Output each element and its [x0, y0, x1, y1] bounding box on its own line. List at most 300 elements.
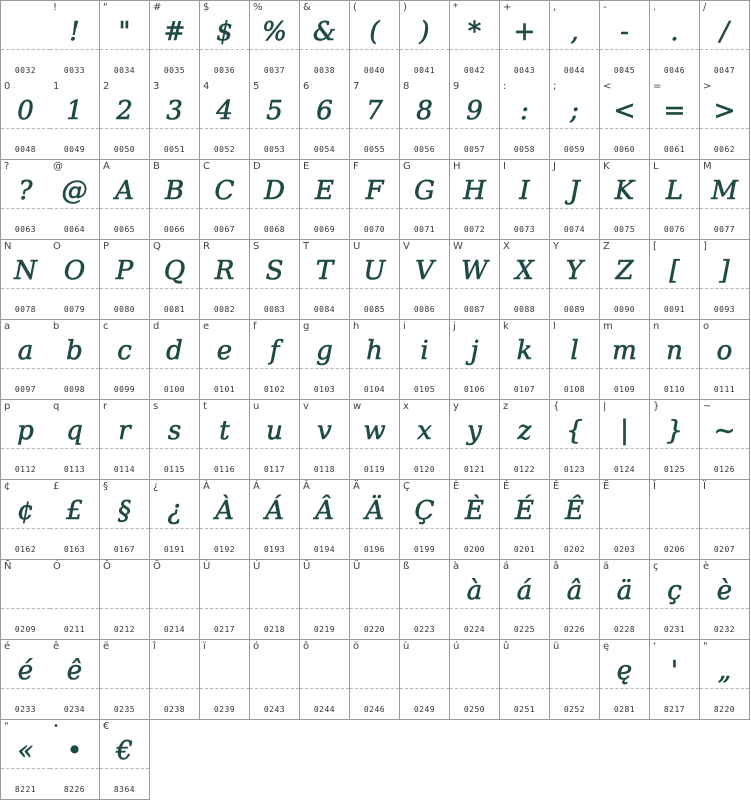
char-code: 0252 [563, 705, 586, 714]
baseline-guide [250, 288, 299, 289]
baseline-guide [250, 448, 299, 449]
char-code: 0238 [163, 705, 186, 714]
glyph-cell [0, 80, 51, 160]
character-label: ? [4, 161, 10, 172]
baseline-guide [350, 208, 399, 209]
glyph-cell [650, 480, 700, 560]
glyph-cell [700, 320, 750, 400]
glyph-sample: k [516, 336, 533, 366]
glyph-cell [200, 640, 250, 720]
char-code: 0193 [263, 545, 286, 554]
glyph-cell [250, 480, 300, 560]
baseline-guide [650, 608, 699, 609]
baseline-guide [400, 688, 449, 689]
glyph-sample: z [517, 416, 532, 446]
glyph-cell [250, 320, 300, 400]
glyph-sample: À [215, 496, 234, 526]
baseline-guide [350, 608, 399, 609]
baseline-guide [400, 448, 449, 449]
char-code: 0073 [513, 225, 536, 234]
char-code: 0109 [613, 385, 636, 394]
character-label: H [453, 161, 461, 172]
character-label: ç [653, 561, 659, 572]
glyph-sample: U [363, 256, 386, 286]
character-label: á [503, 561, 510, 572]
char-code: 0217 [213, 625, 236, 634]
char-code: 0209 [14, 625, 37, 634]
char-code: 0043 [513, 66, 536, 75]
glyph-sample: H [463, 176, 486, 206]
char-code: 0072 [463, 225, 486, 234]
glyph-cell [0, 400, 51, 480]
baseline-guide [350, 368, 399, 369]
glyph-sample: w [363, 416, 386, 446]
baseline-guide [500, 448, 549, 449]
char-code: 0201 [513, 545, 536, 554]
char-code: 0105 [413, 385, 436, 394]
glyph-sample: 6 [316, 96, 333, 126]
baseline-guide [100, 528, 149, 529]
character-label: R [203, 241, 210, 252]
glyph-cell [550, 0, 600, 81]
glyph-sample: r [118, 416, 131, 446]
glyph-sample: > [713, 96, 736, 126]
glyph-sample: f [269, 336, 280, 366]
glyph-sample: ê [66, 656, 83, 686]
baseline-guide [1, 448, 50, 449]
character-label: f [253, 321, 257, 332]
char-code: 0091 [663, 305, 686, 314]
baseline-guide [350, 128, 399, 129]
baseline-guide [500, 49, 549, 50]
glyph-cell [550, 560, 600, 640]
character-label: K [603, 161, 610, 172]
baseline-guide [150, 288, 199, 289]
glyph-sample: c [117, 336, 132, 366]
glyph-sample: ę [616, 656, 633, 686]
baseline-guide [1, 288, 50, 289]
baseline-guide [350, 688, 399, 689]
character-label: È [453, 481, 460, 492]
char-code: 0110 [663, 385, 686, 394]
char-code: 0042 [463, 66, 486, 75]
glyph-cell [500, 480, 550, 560]
glyph-sample: < [613, 96, 636, 126]
glyph-sample [550, 653, 599, 689]
character-label: n [653, 321, 660, 332]
char-code: 8220 [713, 705, 736, 714]
char-code: 0125 [663, 465, 686, 474]
char-code: 0218 [263, 625, 286, 634]
baseline-guide [500, 128, 549, 129]
char-code: 0119 [363, 465, 386, 474]
baseline-guide [450, 448, 499, 449]
character-label: ¿ [153, 481, 159, 492]
character-label: £ [53, 481, 60, 492]
glyph-sample: a [17, 336, 34, 366]
character-label: " [4, 721, 9, 732]
baseline-guide [50, 608, 99, 609]
char-code: 0108 [563, 385, 586, 394]
glyph-sample: R [214, 256, 235, 286]
char-code: 8217 [663, 705, 686, 714]
character-label: Á [253, 481, 260, 492]
glyph-sample: t [219, 416, 230, 446]
character-label: F [353, 161, 359, 172]
baseline-guide [550, 49, 599, 50]
baseline-guide [200, 688, 249, 689]
glyph-sample: g [316, 336, 333, 366]
character-label: } [653, 401, 660, 412]
glyph-cell [350, 240, 400, 320]
baseline-guide [100, 49, 149, 50]
char-code: 0121 [463, 465, 486, 474]
glyph-cell [550, 320, 600, 400]
character-label: Z [603, 241, 610, 252]
glyph-cell [700, 640, 750, 720]
glyph-sample: , [570, 17, 579, 47]
glyph-cell [150, 80, 200, 160]
baseline-guide [700, 368, 749, 369]
character-label: ü [553, 641, 560, 652]
char-code: 0219 [313, 625, 336, 634]
baseline-guide [600, 528, 649, 529]
char-code: 0192 [213, 545, 236, 554]
char-code: 0124 [613, 465, 636, 474]
glyph-sample: $ [216, 17, 233, 47]
glyph-sample [100, 653, 149, 689]
glyph-cell [50, 320, 100, 400]
baseline-guide [200, 608, 249, 609]
glyph-sample: = [663, 96, 686, 126]
glyph-sample: ] [719, 256, 730, 286]
character-label: ù [403, 641, 410, 652]
glyph-sample: § [118, 496, 131, 526]
character-label: > [703, 81, 712, 92]
glyph-sample: d [166, 336, 183, 366]
character-label: " [703, 641, 708, 652]
baseline-guide [600, 448, 649, 449]
glyph-cell [500, 640, 550, 720]
char-code: 0112 [14, 465, 37, 474]
glyph-sample: V [415, 256, 434, 286]
baseline-guide [1, 368, 50, 369]
char-code: 0249 [413, 705, 436, 714]
glyph-sample: à [466, 576, 483, 606]
glyph-sample: E [315, 176, 334, 206]
baseline-guide [650, 288, 699, 289]
glyph-cell [250, 240, 300, 320]
character-label: û [503, 641, 510, 652]
glyph-sample [250, 653, 299, 689]
glyph-sample: M [711, 176, 738, 206]
glyph-sample: Â [315, 496, 334, 526]
baseline-guide [700, 688, 749, 689]
baseline-guide [550, 208, 599, 209]
character-label: B [153, 161, 160, 172]
character-label: 6 [303, 81, 310, 92]
glyph-sample: | [620, 416, 629, 446]
character-label: % [253, 2, 263, 13]
character-label: 9 [453, 81, 460, 92]
char-code: 0098 [63, 385, 86, 394]
char-code: 0206 [663, 545, 686, 554]
char-code: 0104 [363, 385, 386, 394]
char-code: 0050 [113, 145, 136, 154]
glyph-cell [50, 480, 100, 560]
character-label: € [103, 721, 110, 732]
character-label: Î [653, 481, 656, 492]
glyph-cell [650, 0, 700, 81]
glyph-sample: @ [61, 176, 88, 206]
character-label: 2 [103, 81, 110, 92]
glyph-sample [350, 573, 399, 609]
char-code: 0211 [63, 625, 86, 634]
baseline-guide [450, 528, 499, 529]
glyph-sample: I [519, 176, 530, 206]
char-code: 0250 [463, 705, 486, 714]
baseline-guide [100, 608, 149, 609]
baseline-guide [250, 528, 299, 529]
glyph-cell [450, 160, 500, 240]
glyph-cell [300, 640, 350, 720]
baseline-guide [250, 368, 299, 369]
glyph-sample: A [115, 176, 134, 206]
baseline-guide [1, 768, 50, 769]
char-code: 0084 [313, 305, 336, 314]
glyph-sample [400, 573, 449, 609]
glyph-sample: 4 [216, 96, 233, 126]
glyph-cell [600, 320, 650, 400]
glyph-sample: T [315, 256, 334, 286]
char-code: 0212 [113, 625, 136, 634]
glyph-sample: 5 [266, 96, 283, 126]
character-label: § [103, 481, 108, 492]
baseline-guide [1, 49, 50, 50]
baseline-guide [550, 368, 599, 369]
character-label: 4 [203, 81, 210, 92]
baseline-guide [700, 208, 749, 209]
baseline-guide [300, 448, 349, 449]
baseline-guide [600, 288, 649, 289]
glyph-cell [350, 560, 400, 640]
baseline-guide [700, 49, 749, 50]
char-code: 0060 [613, 145, 636, 154]
character-label: ( [353, 2, 357, 13]
char-code: 0107 [513, 385, 536, 394]
baseline-guide [400, 368, 449, 369]
baseline-guide [350, 288, 399, 289]
baseline-guide [550, 288, 599, 289]
char-code: 0162 [14, 545, 37, 554]
char-code: 0058 [513, 145, 536, 154]
glyph-cell [500, 80, 550, 160]
glyph-sample: „ [717, 656, 732, 686]
glyph-sample: K [614, 176, 635, 206]
character-label: A [103, 161, 110, 172]
character-label: ï [203, 641, 206, 652]
baseline-guide [600, 208, 649, 209]
glyph-cell [50, 0, 100, 81]
glyph-sample: C [214, 176, 235, 206]
glyph-sample: ¢ [17, 496, 34, 526]
character-label: @ [53, 161, 63, 172]
glyph-sample [200, 653, 249, 689]
glyph-sample: € [116, 736, 133, 766]
baseline-guide [300, 49, 349, 50]
character-label: $ [203, 2, 210, 13]
baseline-guide [50, 49, 99, 50]
baseline-guide [100, 448, 149, 449]
baseline-guide [100, 368, 149, 369]
char-code: 0040 [363, 66, 386, 75]
char-code: 0075 [613, 225, 636, 234]
glyph-cell [650, 80, 700, 160]
glyph-sample: y [467, 416, 482, 446]
glyph-sample [200, 573, 249, 609]
glyph-sample: e [216, 336, 233, 366]
glyph-sample: ¿ [167, 496, 182, 526]
char-code: 0066 [163, 225, 186, 234]
glyph-cell [450, 320, 500, 400]
glyph-sample [300, 573, 349, 609]
glyph-cell [400, 640, 450, 720]
baseline-guide [500, 288, 549, 289]
baseline-guide [150, 688, 199, 689]
glyph-sample: Ç [414, 496, 435, 526]
baseline-guide [550, 448, 599, 449]
glyph-cell [300, 80, 350, 160]
glyph-cell [150, 480, 200, 560]
glyph-sample: ? [18, 176, 33, 206]
character-label: Ä [353, 481, 360, 492]
glyph-cell [150, 640, 200, 720]
glyph-cell [250, 400, 300, 480]
baseline-guide [550, 688, 599, 689]
glyph-cell [700, 560, 750, 640]
glyph-cell [650, 640, 700, 720]
glyph-cell [200, 0, 250, 81]
char-code: 0202 [563, 545, 586, 554]
baseline-guide [100, 288, 149, 289]
baseline-guide [500, 608, 549, 609]
glyph-sample: ( [369, 17, 380, 47]
glyph-sample: D [264, 176, 285, 206]
character-label: h [353, 321, 360, 332]
glyph-sample: # [163, 17, 186, 47]
glyph-cell [100, 0, 150, 81]
glyph-cell [0, 0, 51, 81]
character-label: = [653, 81, 662, 92]
glyph-sample: o [716, 336, 733, 366]
character-label: W [453, 241, 463, 252]
glyph-cell [100, 480, 150, 560]
character-label: ú [453, 641, 460, 652]
glyph-sample [500, 653, 549, 689]
char-code: 0045 [613, 66, 636, 75]
baseline-guide [200, 208, 249, 209]
character-label: Ó [53, 561, 61, 572]
char-code: 0167 [113, 545, 136, 554]
glyph-cell [200, 320, 250, 400]
baseline-guide [600, 128, 649, 129]
character-label: b [53, 321, 60, 332]
character-label: v [303, 401, 309, 412]
character-label: c [103, 321, 109, 332]
character-label: Ù [203, 561, 211, 572]
character-label: ë [103, 641, 110, 652]
glyph-cell [400, 0, 450, 81]
baseline-guide [450, 288, 499, 289]
character-label: ö [353, 641, 360, 652]
baseline-guide [450, 128, 499, 129]
char-code: 0097 [14, 385, 37, 394]
character-label: * [453, 2, 458, 13]
character-label: P [103, 241, 110, 252]
baseline-guide [50, 368, 99, 369]
glyph-cell [200, 240, 250, 320]
character-label: : [503, 81, 507, 92]
character-label: Ï [703, 481, 706, 492]
glyph-cell [600, 640, 650, 720]
glyph-sample [1, 573, 50, 609]
char-code: 0069 [313, 225, 336, 234]
char-code: 0281 [613, 705, 636, 714]
baseline-guide [700, 288, 749, 289]
glyph-cell [50, 640, 100, 720]
char-code: 0243 [263, 705, 286, 714]
character-label: ó [253, 641, 260, 652]
char-code: 0111 [713, 385, 736, 394]
glyph-cell [400, 160, 450, 240]
char-code: 0032 [14, 66, 37, 75]
character-label: Ç [403, 481, 410, 492]
glyph-cell [600, 80, 650, 160]
glyph-cell [350, 480, 400, 560]
glyph-cell [0, 240, 51, 320]
char-code: 8364 [113, 785, 136, 794]
character-label: I [503, 161, 506, 172]
glyph-cell [150, 560, 200, 640]
glyph-sample: G [414, 176, 435, 206]
character-label: O [53, 241, 61, 252]
baseline-guide [350, 49, 399, 50]
glyph-sample: s [167, 416, 182, 446]
glyph-cell [350, 320, 400, 400]
glyph-cell [450, 640, 500, 720]
char-code: 0114 [113, 465, 136, 474]
character-label: / [703, 2, 707, 13]
glyph-sample: ä [616, 576, 633, 606]
glyph-sample: " [118, 17, 131, 47]
glyph-cell [100, 320, 150, 400]
glyph-sample: { [566, 416, 583, 446]
character-label: Ë [603, 481, 610, 492]
baseline-guide [600, 608, 649, 609]
char-code: 0207 [713, 545, 736, 554]
baseline-guide [1, 608, 50, 609]
glyph-cell [450, 0, 500, 81]
glyph-sample: j [470, 336, 479, 366]
glyph-sample: â [566, 576, 583, 606]
glyph-sample: : [520, 96, 529, 126]
glyph-cell [250, 80, 300, 160]
glyph-sample: q [66, 416, 83, 446]
char-code: 0061 [663, 145, 686, 154]
glyph-cell [650, 560, 700, 640]
glyph-cell [500, 400, 550, 480]
glyph-cell [350, 160, 400, 240]
